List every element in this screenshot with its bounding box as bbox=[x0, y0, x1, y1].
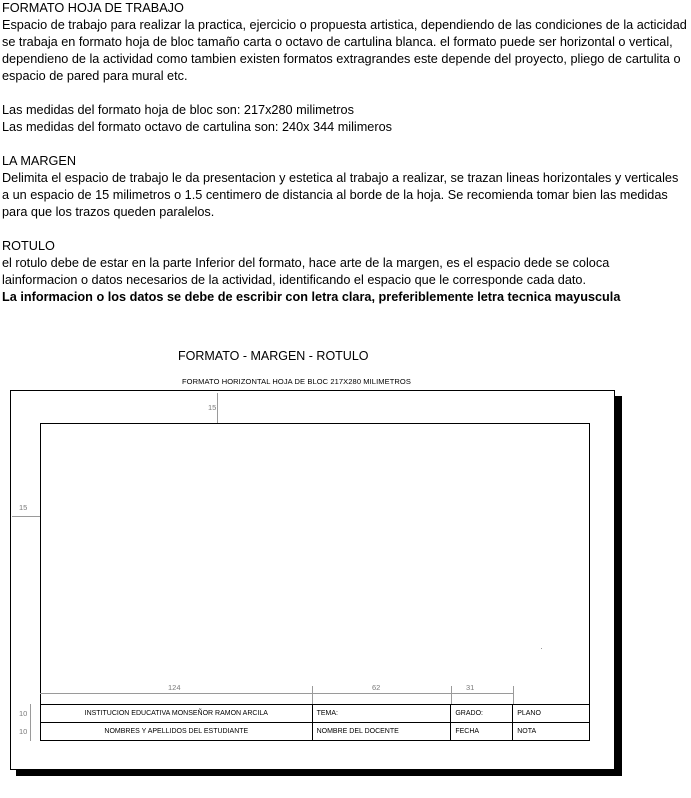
dim-top-label: 15 bbox=[208, 403, 217, 412]
rotulo-institucion: INSTITUCION EDUCATIVA MONSEÑOR RAMON ARCILA bbox=[41, 705, 313, 723]
rotulo-nombres: NOMBRES Y APELLIDOS DEL ESTUDIANTE bbox=[41, 723, 313, 741]
section-bold-note: La informacion o los datos se debe de escribir con letra clara, preferiblemente letra tecnica mayuscula bbox=[2, 290, 621, 304]
rotulo-tema: TEMA: bbox=[312, 705, 451, 723]
dim-124-label: 124 bbox=[168, 683, 181, 692]
section-body-formato: Espacio de trabajo para realizar la practica, ejercicio o propuesta artistica, dependiendo de las condiciones de la acticidad se trabaja en formato hoja de bloc tamaño carta o octavo de cartulina blanca. el formato puede ser horizontal o vertical, dependieno de la actividad como tambien existen formatos extragrandes este depende del proyecto, pliego de cartulita o espacio de pared para mural etc. bbox=[2, 18, 687, 83]
stray-dot bbox=[541, 648, 542, 649]
rotulo-plano: PLANO bbox=[513, 705, 590, 723]
dim-row1-label: 10 bbox=[19, 709, 28, 718]
rotulo-table bbox=[40, 704, 590, 741]
rotulo-fecha: FECHA bbox=[451, 723, 513, 741]
dim-tick-3 bbox=[513, 686, 514, 704]
dim-tick-1 bbox=[312, 686, 313, 704]
section-body-rotulo: el rotulo debe de estar en la parte Inferior del formato, hace arte de la margen, es el espacio dede se coloca lainformacion o datos necesarios de la actividad, identificando el espacio que le corresponde cada dato. bbox=[2, 256, 610, 287]
figure-subtitle: FORMATO HORIZONTAL HOJA DE BLOC 217X280 MILIMETROS bbox=[182, 377, 411, 386]
dim-tick-2 bbox=[451, 686, 452, 704]
dim-31-label: 31 bbox=[466, 683, 475, 692]
dim-columns-line bbox=[40, 693, 514, 694]
dim-rows-line bbox=[30, 704, 31, 741]
document-text bbox=[2, 0, 688, 306]
figure-title: FORMATO - MARGEN - ROTULO bbox=[178, 349, 369, 363]
rotulo-grado: GRADO: bbox=[451, 705, 513, 723]
section-title-rotulo: ROTULO bbox=[2, 239, 55, 253]
dim-row2-label: 10 bbox=[19, 727, 28, 736]
dim-left-line bbox=[12, 516, 40, 517]
section-title-formato: FORMATO HOJA DE TRABAJO bbox=[2, 1, 184, 15]
dim-left-label: 15 bbox=[19, 503, 28, 512]
rotulo-nota: NOTA bbox=[513, 723, 590, 741]
section-title-margen: LA MARGEN bbox=[2, 154, 77, 168]
measure-octavo: Las medidas del formato octavo de cartulina son: 240x 344 milimeros bbox=[2, 120, 392, 134]
rotulo-docente: NOMBRE DEL DOCENTE bbox=[312, 723, 451, 741]
dim-top-line bbox=[217, 393, 218, 423]
rotulo-row bbox=[41, 723, 590, 741]
measure-bloc: Las medidas del formato hoja de bloc son: 217x280 milimetros bbox=[2, 103, 354, 117]
rotulo-row bbox=[41, 705, 590, 723]
dim-62-label: 62 bbox=[372, 683, 381, 692]
section-body-margen: Delimita el espacio de trabajo le da presentacion y estetica al trabajo a realizar, se trazan lineas horizontales y verticales a un espacio de 15 milimetros o 1.5 centimero de distancia al borde de la hoja. Se recomienda tomar bien las medidas para que los trazos queden paralelos. bbox=[2, 171, 679, 219]
